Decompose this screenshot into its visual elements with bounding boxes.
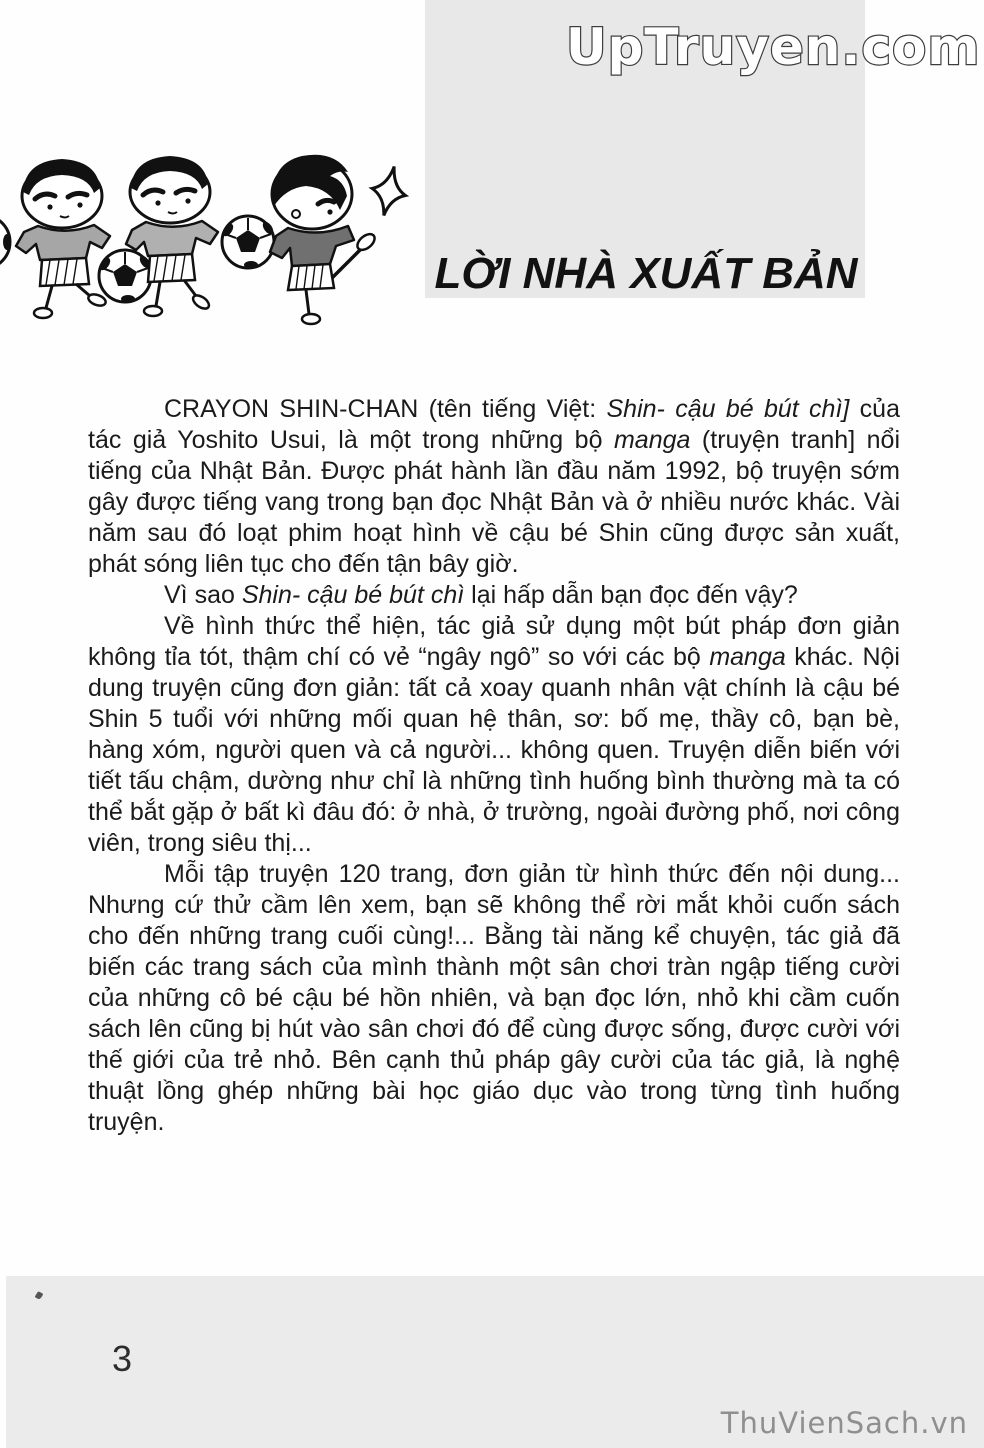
paragraph: Về hình thức thể hiện, tác giả sử dụng một bút pháp đơn giản không tỉa tót, thậm chí có vẻ “ngây ngô” so với các bộ manga khác. Nội dung truyện cũng đơn giản: tất cả xoay quanh nhân vật chính là cậu bé Shin 5 tuổi với những mối quan hệ thân, sơ: bố mẹ, thầy cô, bạn bè, hàng xóm, người quen và cả người... không quen. Truyện diễn biến với tiết tấu chậm, dường như chỉ là những tình huống bình thường mà ta có thể bắt gặp ở bất kì đâu đó: ở nhà, ở trường, ngoài đường phố, nơi công viên, trong siêu thị... — [88, 612, 900, 857]
shirt — [16, 225, 110, 260]
uptruyen-watermark — [566, 6, 981, 90]
paragraph: CRAYON SHIN-CHAN (tên tiếng Việt: Shin- cậu bé bút chì] của tác giả Yoshito Usui, là một trong những bộ manga (truyện tranh] nổi tiếng của Nhật Bản. Được phát hành lần đầu năm 1992, bộ truyện sớm gây được tiếng vang trong bạn đọc Nhật Bản và ở nhiều nước khác. Vài năm sau đó loạt phim hoạt hình về cậu bé Shin cũng được sản xuất, phát sóng liên tục cho đến tận bây giờ. — [88, 395, 900, 578]
uptruyen-watermark-text: UpTruyen.com — [566, 18, 981, 76]
shirt — [126, 221, 218, 256]
shorts — [288, 264, 334, 290]
thuviensach-watermark: ThuVienSach.vn — [720, 1406, 968, 1440]
soccer-ball-icon — [98, 250, 153, 303]
shinchan-soccer-illustration — [0, 146, 446, 338]
sparkle-star-icon — [367, 163, 411, 219]
partial-ball-left-edge — [0, 215, 11, 269]
body-text — [88, 394, 900, 1138]
shirt — [270, 226, 354, 266]
page-number: 3 — [112, 1338, 133, 1379]
footer-band — [6, 1276, 984, 1448]
paragraph: Mỗi tập truyện 120 trang, đơn giản từ hình thức đến nội dung... Nhưng cứ thử cầm lên xem, bạn sẽ không thể rời mắt khỏi cuốn sách cho đến những trang cuối cùng!... Bằng tài năng kể chuyện, tác giả đã biến các trang sách của mình thành một sân chơi tràn ngập tiếng cười của những cô bé cậu bé hồn nhiên, và bạn đọc lớn, nhỏ khi cầm cuốn sách lên cũng bị hút vào sân chơi đó để cùng được sống, được cười với thế giới của trẻ nhỏ. Bên cạnh thủ pháp gây cười của tác giả, là nghệ thuật lồng ghép những bài học giáo dục vào trong từng tình huống truyện. — [88, 860, 900, 1136]
shinchan-kid-kicking — [270, 155, 378, 324]
shinchan-kid — [16, 159, 110, 318]
paragraph: Vì sao Shin- cậu bé bút chì lại hấp dẫn bạn đọc đến vậy? — [164, 581, 798, 609]
ink-speck — [35, 1291, 44, 1300]
page-title: LỜI NHÀ XUẤT BẢN — [434, 249, 858, 298]
soccer-ball-icon — [221, 216, 276, 269]
